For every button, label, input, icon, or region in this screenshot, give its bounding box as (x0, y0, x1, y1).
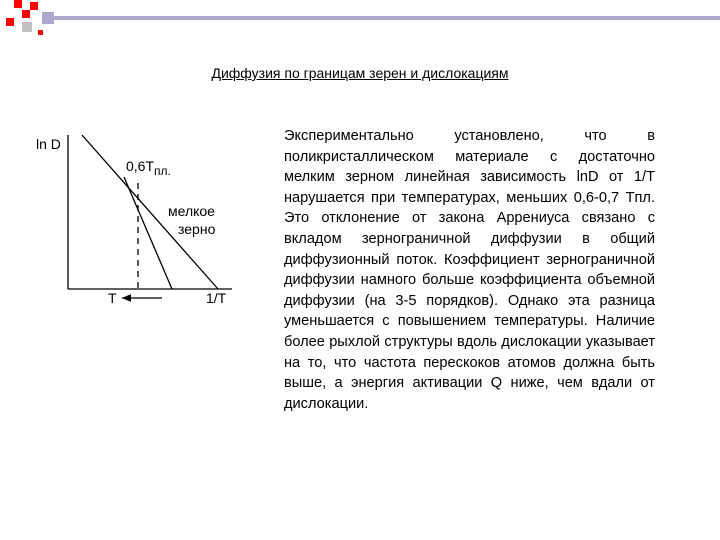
curve-label-line2: зерно (178, 221, 216, 237)
y-axis-label: ln D (36, 136, 61, 152)
slide-title: Диффузия по границам зерен и дислокациям (211, 65, 509, 81)
deco-square-small (38, 30, 43, 35)
threshold-label-subscript: пл. (154, 164, 171, 178)
deco-square-red-1 (14, 0, 22, 8)
t-arrow-label: T (108, 290, 117, 306)
x-axis-label: 1/T (206, 290, 227, 306)
body-paragraph: Экспериментально установлено, что в поликристаллическом материале с достаточно мелким зерном линейная зависимость lnD от 1/T нарушается при температурах, меньших 0,6-0,7 Tпл. Это отклонение от закона Аррениуса связано с вкладом зернограничной диффузии в общий диффузионный поток. Коэффициент зернограничной диффузии намного больше коэффициента объемной диффузии (на 3-5 порядков). Однако эта разница уменьшается с повышением температуры. Наличие более рыхлой структуры вдоль дислокации указывает на то, что частота перескоков атомов должна быть выше, а энергия активации Q ниже, чем вдали от дислокации. (284, 128, 655, 412)
deco-square-red-3 (22, 10, 30, 18)
deco-square-red-4 (6, 18, 14, 26)
deco-square-grey (22, 22, 32, 32)
decorative-header-squares (0, 0, 720, 40)
curve-label-line1: мелкое (168, 203, 215, 219)
threshold-label-main: 0,6T (126, 158, 155, 174)
deco-square-red-2 (30, 2, 38, 10)
deco-square-purple (42, 12, 54, 24)
deco-header-bar (54, 16, 720, 20)
fine-grain-line (124, 177, 172, 289)
diffusion-diagram (30, 125, 260, 315)
threshold-label (126, 158, 171, 178)
